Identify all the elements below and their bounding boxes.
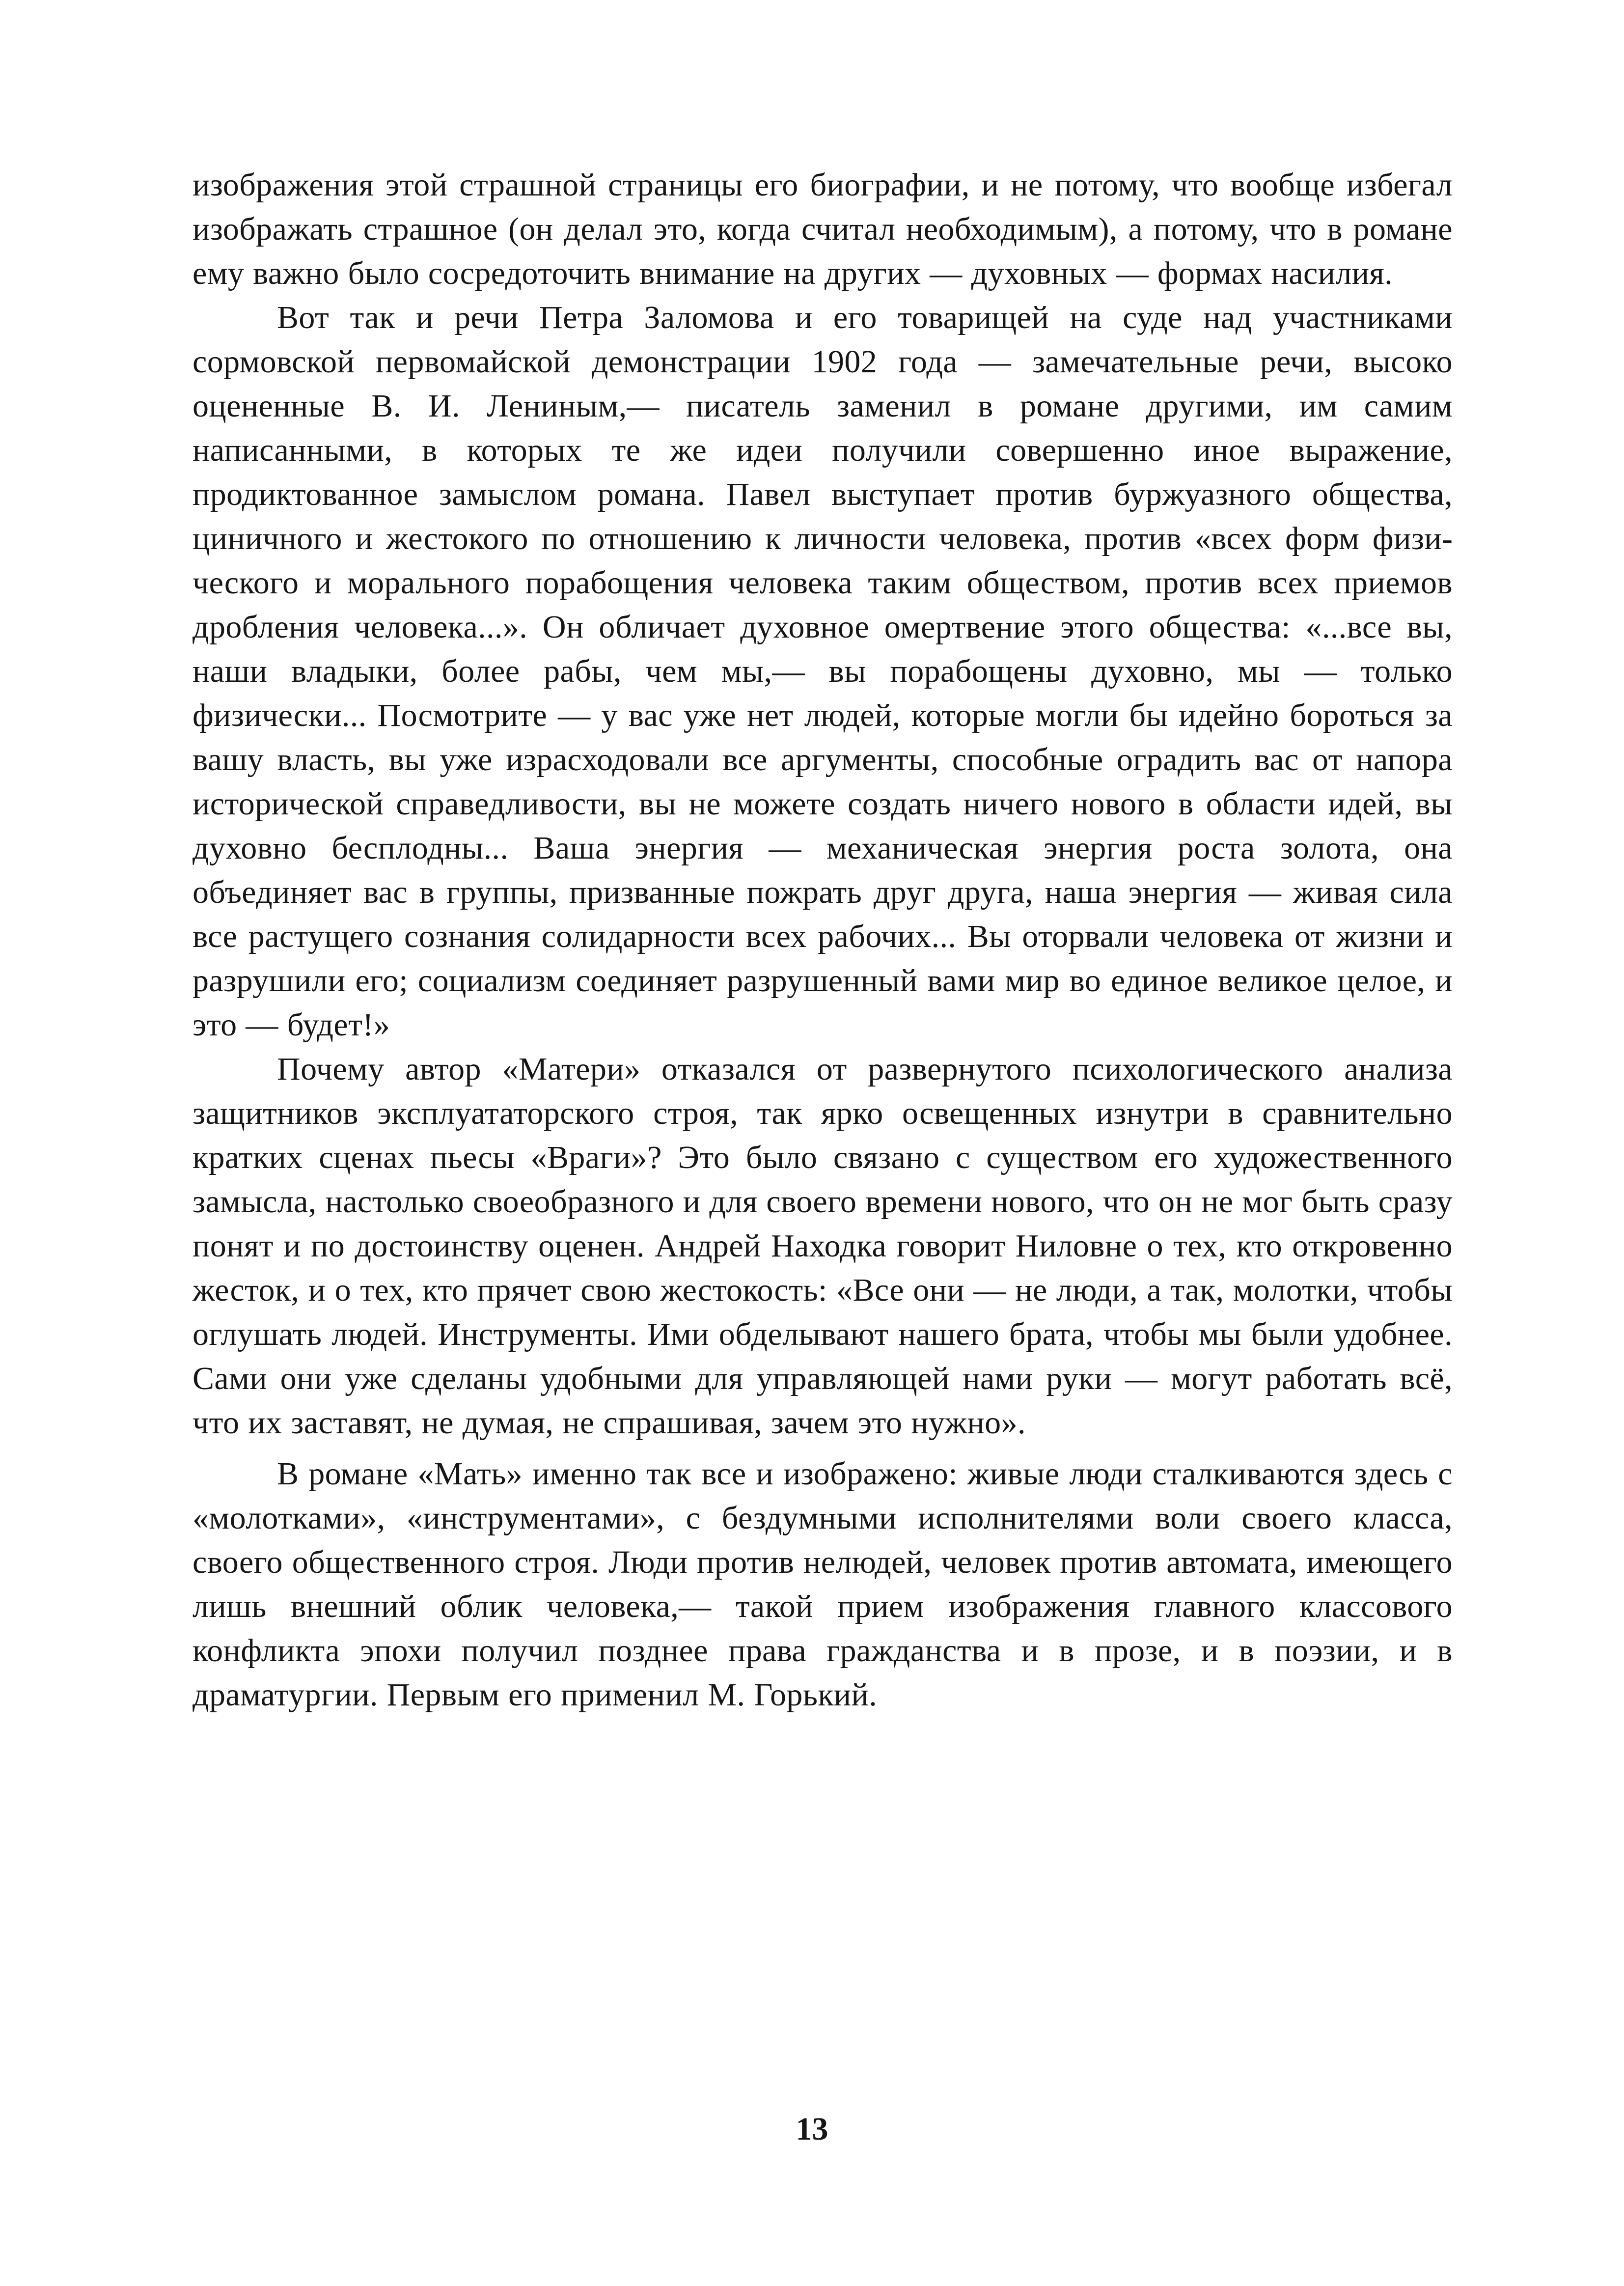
paragraph-2: Вот так и речи Петра Заломова и его товарищей на суде над участниками сормовской первомайской демонстрации 1902 года — замечательные речи, высоко оцененные В. И. Лениным,— писатель заменил в романе другими, им самим написанными, в которых те же идеи получили совершенно иное выражение, продиктованное замыслом романа. Павел выступает против буржуазного общества, циничного и жестокого по отношению к личности человека, против «всех форм физического и морального порабощения человека таким обществом, против всех приемов дробления человека...». Он обличает духовное омертвение этого общества: «...все вы, наши владыки, более рабы, чем мы,— вы порабощены духовно, мы — только физически... Посмотрите — у вас уже нет людей, которые могли бы идейно бороться за вашу власть, вы уже израсходовали все аргументы, способные оградить вас от напора исторической справедливости, вы не можете создать ничего нового в области идей, вы духовно бесплодны... Ваша энергия — механическая энергия роста золота, она объединяет вас в группы, призванные пожрать друг друга, наша энергия — живая сила все растущего сознания солидарности всех рабочих... Вы оторвали человека от жизни и разрушили его; социализм соединяет разрушенный вами мир во единое великое целое, и это — будет!» <box>193 300 1453 1043</box>
paragraph-3: Почему автор «Матери» отказался от развернутого психологического анализа защитников эксплуататорского строя, так ярко освещенных изнутри в сравнительно кратких сценах пьесы «Враги»? Это было связано с существом его художественного замысла, настолько своеобразного и для своего времени нового, что он не мог быть сразу понят и по достоинству оценен. Андрей Находка говорит Ниловне о тех, кто откровенно жесток, и о тех, кто прячет свою жестокость: «Все они — не люди, а так, молотки, чтобы оглушать людей. Инструменты. Ими обделывают нашего брата, чтобы мы были удобнее. Сами они уже сделаны удобными для управляющей нами руки — могут работать всё, что их заставят, не думая, не спрашивая, зачем это нужно». <box>193 1051 1453 1441</box>
page-number: 13 <box>796 2111 828 2147</box>
paragraph-4: В романе «Мать» именно так все и изображено: живые люди сталкиваются здесь с «молотками», «инструментами», с бездумными исполнителями воли своего класса, своего общественного строя. Люди против нелюдей, человек против автомата, имеющего лишь внешний облик человека,— такой прием изображения главного классового конфликта эпохи получил позднее права гражданства и в прозе, и в поэзии, и в драматургии. Первым его применил М. Горький. <box>193 1456 1453 1713</box>
paragraph-1: изображения этой страшной страницы его биографии, и не потому, что вообще избегал изображать страшное (он делал это, когда считал необходимым), а потому, что в романе ему важно было сосредоточить внимание на других — духовных — формах насилия. <box>193 167 1453 291</box>
body-text <box>193 163 1453 1717</box>
